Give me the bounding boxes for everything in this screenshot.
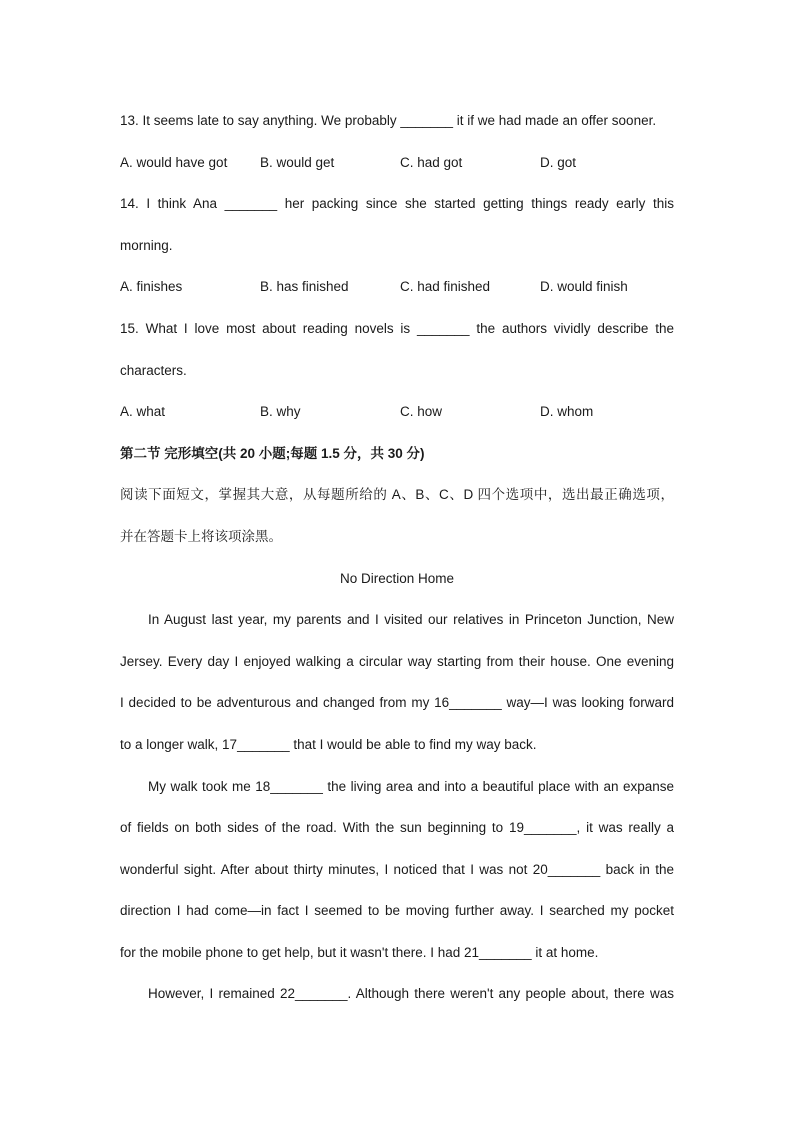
option-c: C. how <box>400 404 443 420</box>
passage-p2-line-2: of fields on both sides of the road. With the sun beginning to 19_______, it was really a <box>120 820 674 836</box>
option-a: A. finishes <box>120 279 183 295</box>
question-13-stem: 13. It seems late to say anything. We probably _______ it if we had made an offer sooner. <box>120 113 657 128</box>
question-14-stem-line-1: 14. I think Ana _______ her packing since she started getting things ready early this <box>120 196 674 212</box>
option-b: B. has finished <box>260 279 349 295</box>
option-a: A. would have got <box>120 154 228 170</box>
passage-p3-line-1: However, I remained 22_______. Although there weren't any people about, there was <box>148 986 674 1002</box>
question-14-options <box>120 266 674 308</box>
passage-p2-line-5: for the mobile phone to get help, but it wasn't there. I had 21_______ it at home. <box>120 944 599 960</box>
question-14-stem-line-2: morning. <box>120 237 173 253</box>
passage-p1-line-2: Jersey. Every day I enjoyed walking a circular way starting from their house. One evening <box>120 653 674 669</box>
option-b: B. why <box>260 404 301 420</box>
option-d: D. got <box>540 154 577 170</box>
question-15-stem-line-1: 15. What I love most about reading novels is _______ the authors vividly describe the <box>120 320 674 336</box>
passage-p1-line-4: to a longer walk, 17_______ that I would be able to find my way back. <box>120 736 537 752</box>
option-c: C. had finished <box>400 279 491 295</box>
option-b: B. would get <box>260 154 335 170</box>
question-15-options <box>120 391 674 433</box>
passage-p1-line-3: I decided to be adventurous and changed from my 16_______ way—I was looking forward <box>120 695 674 711</box>
passage-title: No Direction Home <box>339 570 455 586</box>
option-d: D. whom <box>540 404 594 420</box>
option-c: C. had got <box>400 154 463 170</box>
passage-p1-line-1: In August last year, my parents and I visited our relatives in Princeton Junction, New <box>148 612 674 628</box>
passage-p2-line-4: direction I had come—in fact I seemed to be moving further away. I searched my pocket <box>120 903 674 919</box>
section-instructions-line-1: 阅读下面短文，掌握其大意，从每题所给的 A、B、C、D 四个选项中，选出最正确选项， <box>120 487 674 503</box>
exam-page <box>120 100 674 1015</box>
question-13-options <box>120 142 674 184</box>
section-instructions-line-2: 并在答题卡上将该项涂黑。 <box>120 528 282 544</box>
section-heading: 第二节 完形填空(共 20 小题;每题 1.5 分，共 30 分) <box>120 445 425 461</box>
option-a: A. what <box>120 404 166 420</box>
passage-p2-line-3: wonderful sight. After about thirty minutes, I noticed that I was not 20_______ back in the <box>120 861 674 877</box>
passage-p2-line-1: My walk took me 18_______ the living area and into a beautiful place with an expanse <box>148 778 674 794</box>
option-d: D. would finish <box>540 279 628 295</box>
question-15-stem-line-2: characters. <box>120 362 187 378</box>
